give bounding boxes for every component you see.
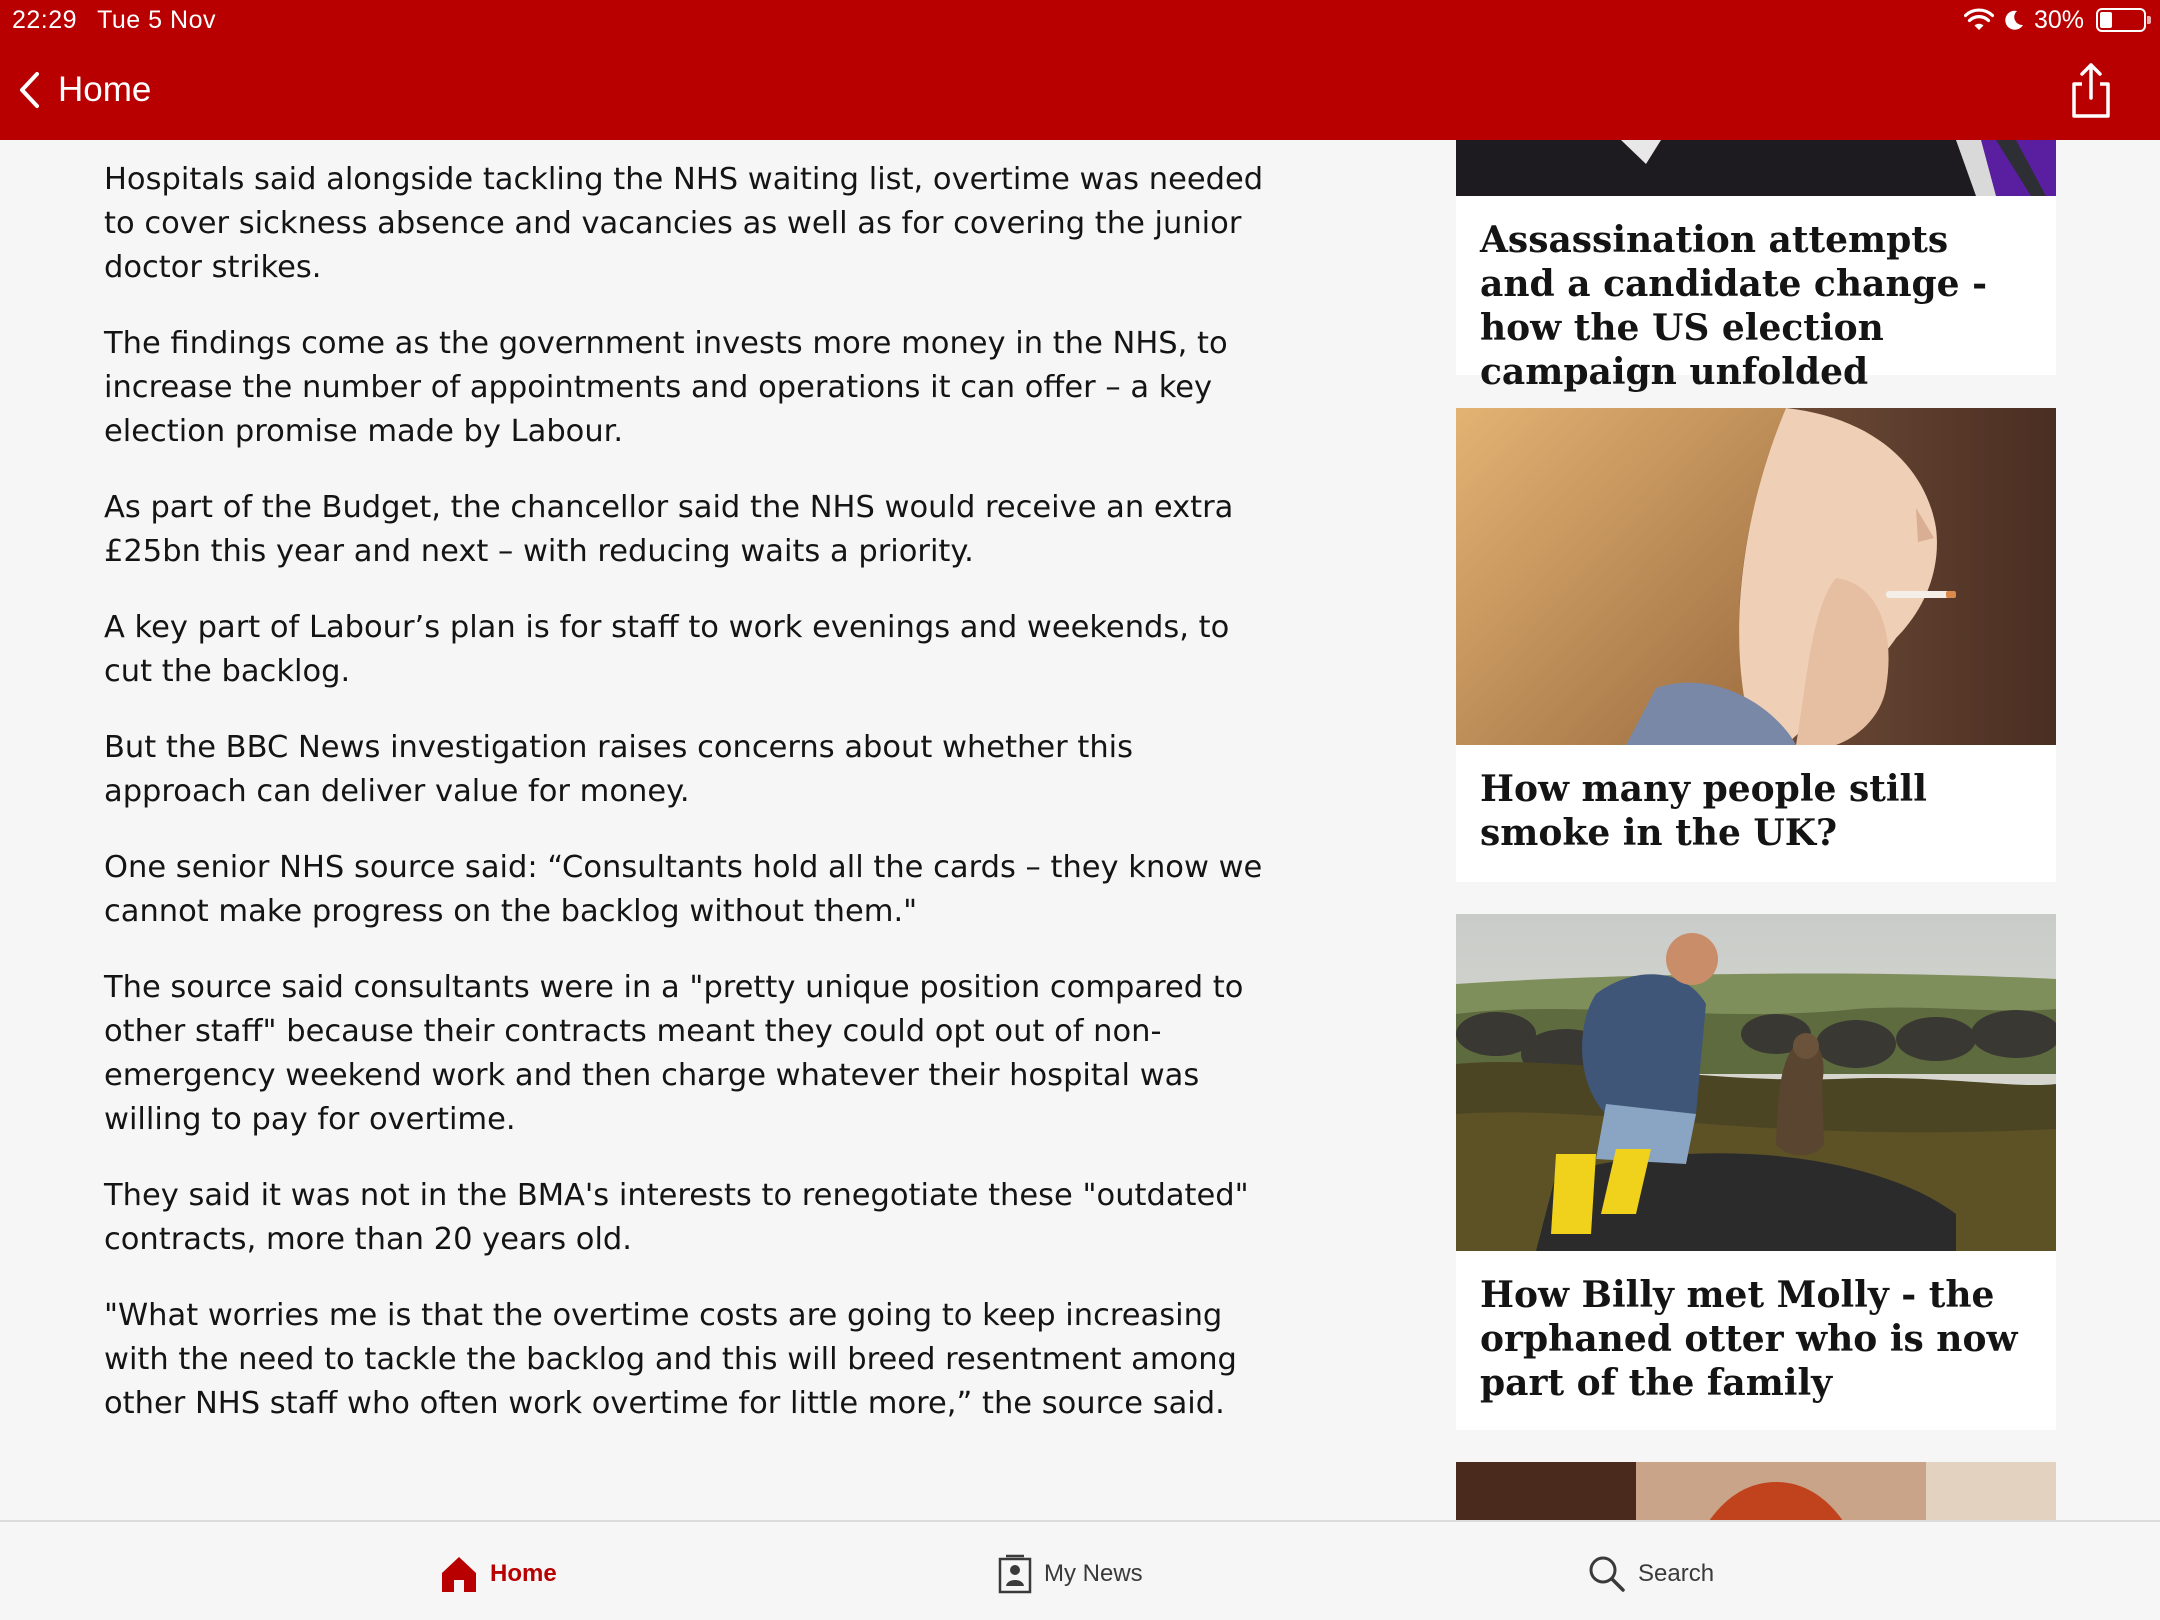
tab-home-label: Home <box>490 1560 557 1587</box>
related-story-card[interactable] <box>1456 140 2056 393</box>
home-icon <box>440 1555 478 1593</box>
status-indicators <box>1954 6 2146 34</box>
related-story-title: Assassination attempts and a candidate change - how the US election campaign unfolded <box>1480 219 1988 393</box>
back-button-label: Home <box>58 70 152 109</box>
article-paragraph: They said it was not in the BMA's interests to renegotiate these "outdated" contracts, more than 20 years old. <box>104 1178 1249 1257</box>
search-icon <box>1588 1555 1626 1593</box>
bottom-tab-bar <box>0 1520 2160 1620</box>
battery-icon <box>2096 8 2146 32</box>
moon-icon <box>2004 9 2024 31</box>
share-icon <box>2062 60 2120 122</box>
tab-home[interactable] <box>440 1552 557 1596</box>
man-with-otter-image <box>1456 914 2056 1251</box>
my-news-icon <box>998 1554 1032 1594</box>
related-story-card[interactable] <box>1456 1462 2056 1520</box>
article-paragraph: The source said consultants were in a "pretty unique position compared to other staff" because their contracts meant they could opt out of non-emergency weekend work and then charge whatever their hospital was willing to pay for overtime. <box>104 970 1244 1137</box>
related-story-card[interactable] <box>1456 408 2056 882</box>
tab-search-label: Search <box>1638 1560 1715 1587</box>
back-button[interactable] <box>18 62 151 118</box>
tab-search[interactable] <box>1588 1552 1714 1596</box>
article-paragraph: A key part of Labour’s plan is for staff to work evenings and weekends, to cut the backlog. <box>104 610 1230 689</box>
tab-my-news[interactable] <box>998 1552 1143 1596</box>
election-image <box>1456 140 2056 196</box>
related-story-title: How Billy met Molly - the orphaned otter who is now part of the family <box>1480 1274 2018 1404</box>
wifi-icon <box>1964 8 1994 32</box>
status-date: Tue 5 Nov <box>97 6 216 34</box>
article-paragraph: The findings come as the government invests more money in the NHS, to increase the number of appointments and operations it can offer – a key election promise made by Labour. <box>104 326 1228 449</box>
article-paragraph: "What worries me is that the overtime costs are going to keep increasing with the need to tackle the backlog and this will breed resentment among other NHS staff who often work overtime for little more,” the source said. <box>104 1298 1237 1421</box>
red-haired-woman-image <box>1456 1462 2056 1520</box>
article-body <box>104 158 1284 1458</box>
share-button[interactable] <box>2062 60 2120 122</box>
related-stories-rail <box>1456 140 2056 1520</box>
article-paragraph: One senior NHS source said: “Consultants hold all the cards – they know we cannot make progress on the backlog without them." <box>104 850 1263 929</box>
article-paragraph: Hospitals said alongside tackling the NHS waiting list, overtime was needed to cover sickness absence and vacancies as well as for covering the junior doctor strikes. <box>104 162 1264 285</box>
related-story-title: How many people still smoke in the UK? <box>1480 768 1927 854</box>
top-bar <box>0 0 2160 140</box>
article-paragraph: But the BBC News investigation raises concerns about whether this approach can deliver value for money. <box>104 730 1134 809</box>
woman-smoking-image <box>1456 408 2056 745</box>
tab-my-news-label: My News <box>1044 1560 1143 1587</box>
chevron-left-icon <box>18 71 40 109</box>
related-story-card[interactable] <box>1456 914 2056 1430</box>
article-paragraph: As part of the Budget, the chancellor said the NHS would receive an extra £25bn this year and next – with reducing waits a priority. <box>104 490 1234 569</box>
status-time: 22:29 <box>12 6 78 34</box>
battery-percent: 30% <box>2033 5 2084 34</box>
battery-level <box>2100 12 2112 28</box>
status-bar-clock <box>12 5 216 35</box>
